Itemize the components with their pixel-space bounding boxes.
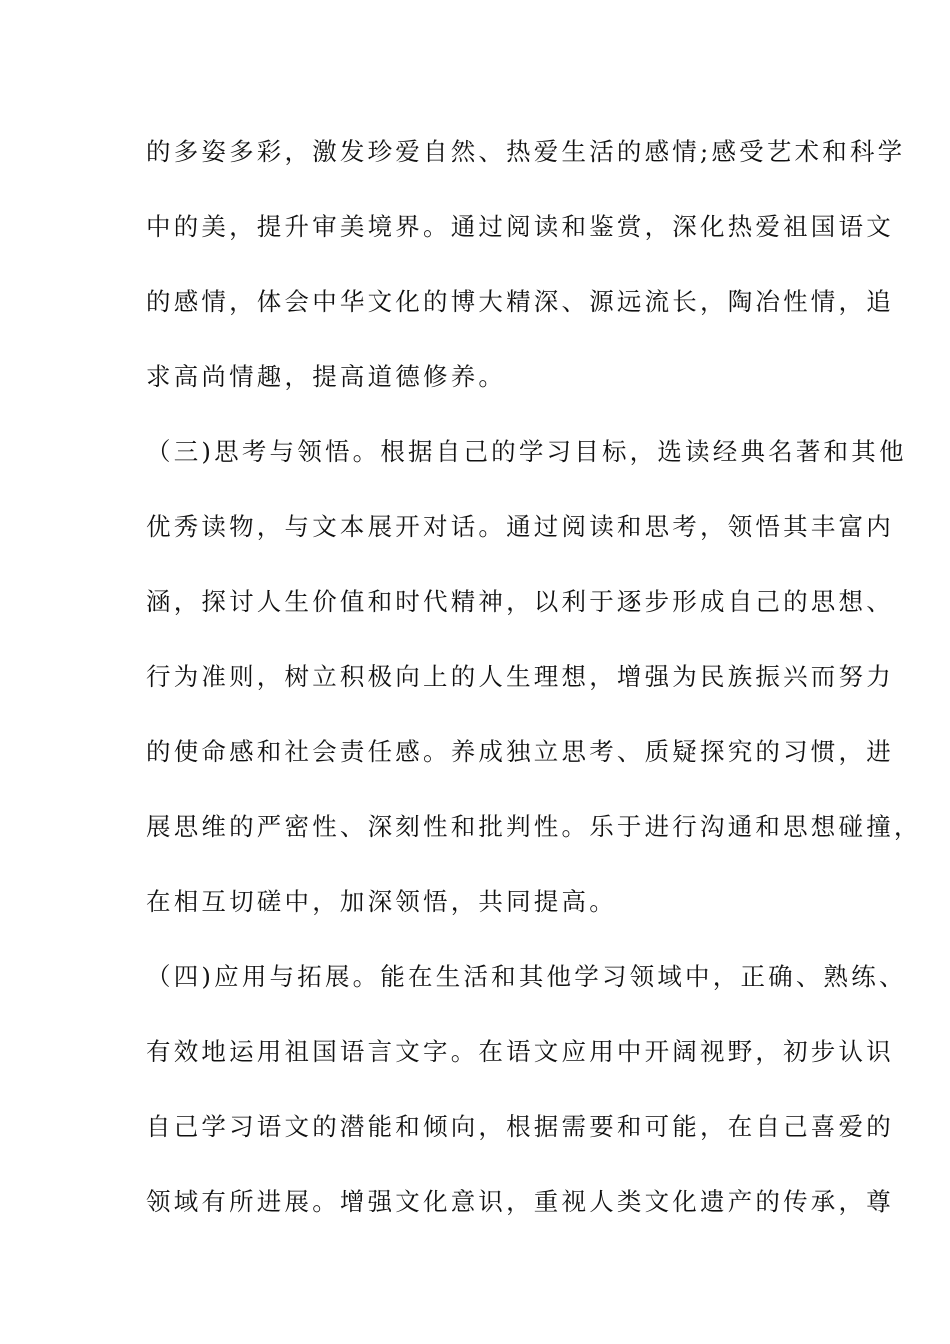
text-line: 的多姿多彩，激发珍爱自然、热爱生活的感情;感受艺术和科学 [146,137,906,166]
text-line: 在相互切磋中，加深领悟，共同提高。 [146,887,617,916]
text-line: 的感情，体会中华文化的博大精深、源远流长，陶冶性情，追 [146,287,894,316]
text-line: 涵，探讨人生价值和时代精神，以利于逐步形成自己的思想、 [146,587,894,616]
text-line: 自己学习语文的潜能和倾向，根据需要和可能，在自己喜爱的 [146,1112,894,1141]
text-line: 领域有所进展。增强文化意识，重视人类文化遗产的传承，尊 [146,1187,894,1216]
document-body [146,127,922,1252]
text-line: 行为准则，树立积极向上的人生理想，增强为民族振兴而努力 [146,662,894,691]
section-heading-line: （四)应用与拓展。能在生活和其他学习领域中，正确、熟练、 [146,962,907,991]
text-line: 中的美，提升审美境界。通过阅读和鉴赏，深化热爱祖国语文 [146,212,894,241]
text-line: 展思维的严密性、深刻性和批判性。乐于进行沟通和思想碰撞， [146,812,922,841]
text-line: 的使命感和社会责任感。养成独立思考、质疑探究的习惯，进 [146,737,894,766]
section-heading-line: （三)思考与领悟。根据自己的学习目标，选读经典名著和其他 [146,437,907,466]
text-line: 有效地运用祖国语言文字。在语文应用中开阔视野，初步认识 [146,1037,894,1066]
text-line: 优秀读物，与文本展开对话。通过阅读和思考，领悟其丰富内 [146,512,894,541]
text-line: 求高尚情趣，提高道德修养。 [146,362,507,391]
